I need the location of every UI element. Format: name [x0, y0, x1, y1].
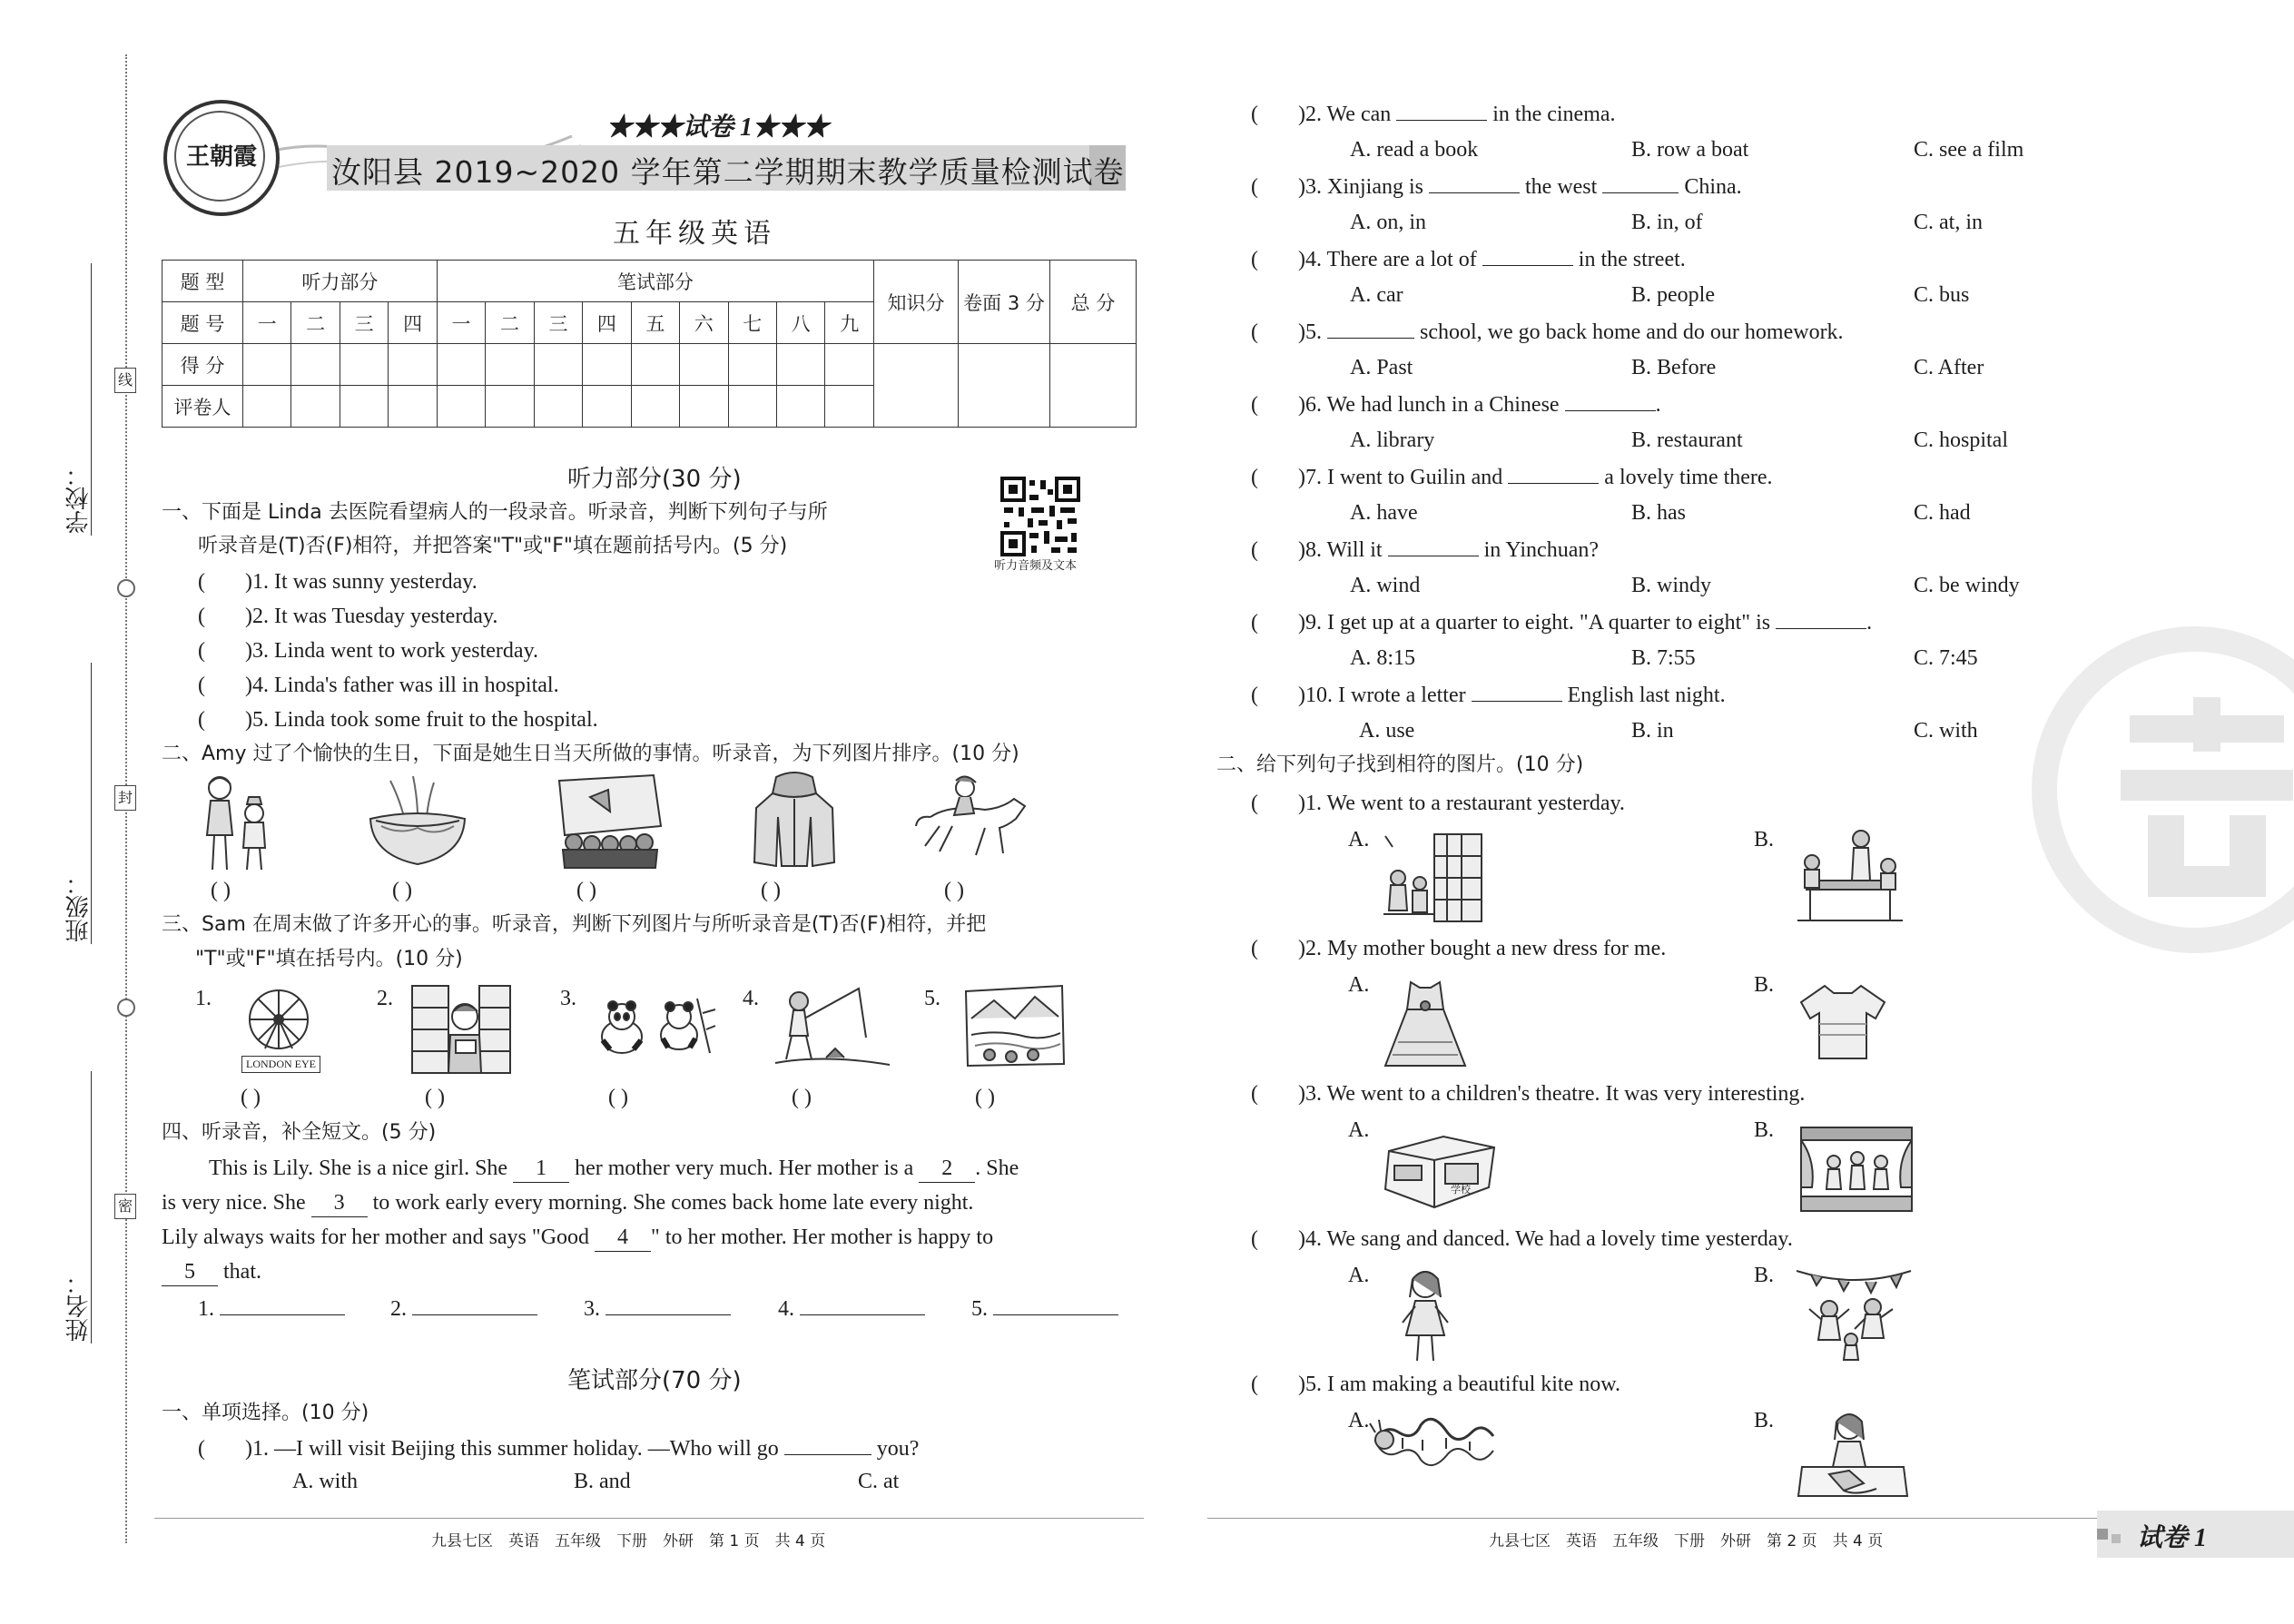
exam-title: 汝阳县 2019~2020 学年第二学期期末教学质量检测试卷 [331, 154, 1125, 190]
left-bottom-rule [154, 1518, 1144, 1519]
answer-blank[interactable] [993, 1294, 1118, 1315]
listening-part1-item: ( )3. Linda went to work yesterday. [198, 639, 539, 663]
writing-num: 六 [680, 302, 728, 344]
fishing-picture [772, 985, 894, 1071]
listening-part3-instruction-line2: "T"或"F"填在括号内。(10 分) [195, 948, 463, 970]
option: B. Before [1631, 356, 1717, 379]
option: A. on, in [1350, 211, 1426, 234]
qr-code[interactable] [1000, 477, 1080, 556]
listening-heading: 听力部分(30 分) [567, 466, 742, 493]
library-picture[interactable] [1380, 831, 1489, 926]
question-blank[interactable] [1508, 463, 1599, 484]
listening-section-header: 听力部分 [243, 261, 438, 302]
answer-bracket[interactable]: ( ) [241, 1086, 261, 1109]
cloze-line-4: 5 that. [162, 1258, 261, 1286]
option: B. has [1631, 501, 1686, 525]
option: C. hospital [1914, 428, 2009, 452]
listening-part1-item: ( )2. It was Tuesday yesterday. [198, 605, 498, 628]
grader-cell[interactable] [243, 386, 291, 428]
question-blank[interactable] [1429, 172, 1520, 193]
answer-bracket[interactable]: ( [1251, 175, 1258, 199]
option: A. wind [1350, 574, 1421, 597]
writing-num: 二 [486, 302, 534, 344]
option: A. Past [1350, 356, 1413, 379]
answer-bracket[interactable]: ( ) [576, 879, 596, 902]
option: C. be windy [1914, 574, 2020, 597]
listening-num: 一 [243, 302, 291, 344]
grader-cell[interactable] [340, 386, 388, 428]
grader-cell[interactable] [389, 386, 437, 428]
listening-part4-instruction: 四、听录音，补全短文。(5 分) [162, 1121, 437, 1144]
dragon-kite-picture[interactable] [1366, 1405, 1498, 1478]
match-item-4: ( )4. We sang and danced. We had a lovely time yesterday. [1251, 1227, 1793, 1251]
writing-part2-instruction: 二、给下列句子找到相符的图片。(10 分) [1216, 753, 1584, 776]
answer-bracket[interactable]: ( [1251, 611, 1258, 635]
option: C. at [858, 1470, 900, 1493]
total-score-cell[interactable] [1050, 344, 1137, 428]
writing-num: 九 [825, 302, 874, 344]
question-blank[interactable] [1602, 172, 1679, 193]
mc-question-7: ( )7. I went to Guilin and a lovely time there. [1251, 463, 1773, 491]
restaurant-picture[interactable] [1788, 826, 1911, 926]
option: B. in, of [1631, 211, 1703, 234]
answer-bracket[interactable]: ( ) [944, 879, 964, 902]
family-picture [191, 772, 286, 876]
question-blank[interactable] [1472, 681, 1562, 702]
writing-part1-instruction: 一、单项选择。(10 分) [162, 1402, 369, 1424]
listening-part3-instruction-line1: 三、Sam 在周末做了许多开心的事。听录音，判断下列图片与所听录音是(T)否(F)相符，并把 [162, 913, 987, 936]
lake-picture [962, 982, 1067, 1068]
cloze-blank[interactable]: 3 [311, 1189, 368, 1217]
option: C. bus [1914, 283, 1970, 307]
answer-bracket[interactable]: ( [198, 708, 205, 732]
option: B. in [1631, 719, 1674, 743]
option: C. 7:45 [1914, 646, 1978, 670]
score-cell[interactable] [534, 344, 582, 386]
london-eye-picture [229, 985, 329, 1076]
answer-bracket[interactable]: ( [1251, 248, 1258, 271]
punch-hole-icon [117, 999, 135, 1017]
noodles-picture [363, 772, 472, 871]
listening-part1-item: ( )5. Linda took some fruit to the hospital. [198, 708, 598, 732]
subject-title: 五年级英语 [613, 218, 776, 250]
writing-num: 七 [728, 302, 776, 344]
writing-num: 八 [776, 302, 824, 344]
answer-line-4: 4. [778, 1294, 925, 1323]
picture-number: 3. [560, 987, 576, 1010]
question-blank[interactable] [1327, 318, 1414, 339]
option: B. 7:55 [1631, 646, 1696, 670]
listening-num: 二 [291, 302, 340, 344]
cloze-line-1: This is Lily. She is a nice girl. She 1 her mother very much. Her mother is a 2 . She [209, 1155, 1019, 1183]
option-label: A. [1348, 828, 1370, 851]
mc-question-4: ( )4. There are a lot of in the street. [1251, 245, 1686, 273]
grader-cell[interactable] [825, 386, 874, 428]
mc-question-8: ( )8. Will it in Yinchuan? [1251, 536, 1599, 564]
answer-bracket[interactable]: ( ) [975, 1086, 995, 1109]
question-blank[interactable] [1776, 608, 1866, 629]
picture-number: 1. [195, 987, 212, 1010]
grader-cell[interactable] [583, 386, 631, 428]
picture-number: 2. [377, 987, 393, 1010]
name-label: 姓名： [65, 1271, 93, 1342]
london-eye-text: LONDON EYE [241, 1056, 320, 1073]
party-picture[interactable] [1793, 1264, 1915, 1363]
grader-cell[interactable] [437, 386, 485, 428]
answer-bracket[interactable]: ( ) [608, 1086, 628, 1109]
seal-watermark-icon [2032, 626, 2294, 953]
score-cell[interactable] [583, 344, 631, 386]
answer-bracket[interactable]: ( ) [425, 1086, 445, 1109]
option-label: A. [1348, 973, 1370, 997]
option-label: B. [1754, 1264, 1775, 1287]
picture-number: 4. [743, 987, 759, 1010]
answer-bracket[interactable]: ( ) [792, 1086, 812, 1109]
answer-bracket[interactable]: ( ) [211, 879, 231, 902]
row-label-number: 题 号 [162, 302, 243, 344]
answer-bracket[interactable]: ( [1251, 393, 1258, 417]
answer-bracket[interactable]: ( [1251, 684, 1258, 707]
paper-tab-label: 试卷 1 [2137, 1524, 2208, 1552]
answer-bracket[interactable]: ( [1251, 937, 1258, 960]
option: A. 8:15 [1350, 646, 1415, 670]
listening-part1-instruction-line2: 听录音是(T)否(F)相符，并把答案"T"或"F"填在题前括号内。(5 分) [198, 535, 788, 557]
answer-line-2: 2. [390, 1294, 537, 1323]
mc-question-9: ( )9. I get up at a quarter to eight. "A quarter to eight" is . [1251, 608, 1872, 636]
option: B. row a boat [1631, 138, 1749, 162]
coat-picture [749, 772, 840, 871]
answer-bracket[interactable]: ( [1251, 538, 1258, 562]
writing-num: 三 [534, 302, 582, 344]
answer-bracket[interactable]: ( [1251, 1373, 1258, 1396]
question-blank[interactable] [1396, 100, 1487, 121]
mc-question-6: ( )6. We had lunch in a Chinese . [1251, 390, 1661, 418]
score-cell[interactable] [486, 344, 534, 386]
mc-question-3: ( )3. Xinjiang is the west China. [1251, 172, 1742, 201]
dress-picture[interactable] [1380, 979, 1471, 1069]
theatre-picture[interactable] [1797, 1124, 1915, 1215]
paper-number: ★★★试卷 1★★★ [606, 113, 830, 142]
option-label: A. [1348, 1409, 1370, 1432]
match-item-5: ( )5. I am making a beautiful kite now. [1251, 1373, 1621, 1396]
class-label: 班级： [65, 871, 93, 942]
answer-bracket[interactable]: ( [1251, 792, 1258, 815]
option: B. and [574, 1470, 631, 1493]
school-sign: 学校 [1451, 1184, 1471, 1196]
grader-cell[interactable] [776, 386, 824, 428]
answer-bracket[interactable]: ( ) [392, 879, 412, 902]
answer-bracket[interactable]: ( ) [761, 879, 781, 902]
brand-logo [163, 100, 280, 216]
answer-bracket[interactable]: ( [1251, 1227, 1258, 1251]
mc-question-5: ( )5. school, we go back home and do our homework. [1251, 318, 1844, 346]
option: A. with [292, 1470, 358, 1493]
footer-left: 九县七区 英语 五年级 下册 外研 第 1 页 共 4 页 [431, 1532, 826, 1550]
option: A. read a book [1350, 138, 1479, 162]
option-label: B. [1754, 1409, 1775, 1432]
grader-cell[interactable] [728, 386, 776, 428]
option: B. restaurant [1631, 428, 1743, 452]
pandas-picture [590, 989, 717, 1062]
listening-part2-instruction: 二、Amy 过了个愉快的生日，下面是她生日当天所做的事情。听录音，为下列图片排序。(10 分) [162, 743, 1019, 765]
answer-bracket[interactable]: ( [1251, 103, 1258, 126]
answer-blank[interactable] [605, 1294, 731, 1315]
score-cell[interactable] [243, 344, 291, 386]
score-cell[interactable] [776, 344, 824, 386]
answer-bracket[interactable]: ( [1251, 320, 1258, 344]
option-label: B. [1754, 973, 1775, 997]
grader-cell[interactable] [631, 386, 679, 428]
answer-bracket[interactable]: ( [198, 639, 205, 663]
listening-num: 三 [340, 302, 388, 344]
answer-bracket[interactable]: ( [198, 605, 205, 628]
score-cell[interactable] [291, 344, 340, 386]
option: A. use [1359, 719, 1415, 743]
school-picture[interactable] [1380, 1124, 1498, 1215]
neatness-score-cell[interactable] [959, 344, 1050, 428]
seal-mark-mi: 密 [114, 1194, 136, 1219]
answer-blank[interactable] [412, 1294, 537, 1315]
seal-mark-feng: 封 [114, 785, 136, 811]
writing-num: 四 [583, 302, 631, 344]
mc-question-10: ( )10. I wrote a letter English last night. [1251, 681, 1726, 709]
match-item-3: ( )3. We went to a children's theatre. It was very interesting. [1251, 1082, 1806, 1106]
option: A. car [1350, 283, 1403, 307]
girl-picture[interactable] [1393, 1266, 1457, 1366]
match-item-1: ( )1. We went to a restaurant yesterday. [1251, 792, 1625, 815]
question-blank[interactable] [784, 1434, 871, 1455]
match-item-2: ( )2. My mother bought a new dress for me. [1251, 937, 1667, 960]
question-blank[interactable] [1565, 390, 1656, 411]
option: C. After [1914, 356, 1984, 379]
listening-part1-item: ( )1. It was sunny yesterday. [198, 570, 478, 594]
writing-num: 一 [437, 302, 485, 344]
grader-cell[interactable] [486, 386, 534, 428]
total-score-header: 总 分 [1050, 261, 1137, 344]
option-label: A. [1348, 1118, 1370, 1142]
answer-blank[interactable] [800, 1294, 925, 1315]
picture-number: 5. [924, 987, 940, 1010]
footer-right: 九县七区 英语 五年级 下册 外研 第 2 页 共 4 页 [1489, 1532, 1884, 1550]
answer-blank[interactable] [220, 1294, 345, 1315]
reading-picture [409, 980, 513, 1076]
knowledge-score-cell[interactable] [874, 344, 959, 428]
listening-part1-item: ( )4. Linda's father was ill in hospital. [198, 674, 559, 697]
cloze-blank[interactable]: 1 [513, 1155, 569, 1183]
cloze-blank[interactable]: 2 [919, 1155, 975, 1183]
question-blank[interactable] [1482, 245, 1573, 266]
making-kite-picture[interactable] [1793, 1407, 1911, 1507]
option: A. have [1350, 501, 1418, 525]
score-cell[interactable] [728, 344, 776, 386]
score-cell[interactable] [389, 344, 437, 386]
grader-cell[interactable] [291, 386, 340, 428]
cloze-blank[interactable]: 4 [595, 1224, 651, 1252]
punch-hole-icon [117, 579, 135, 597]
row-label-type: 题 型 [162, 261, 243, 302]
score-cell[interactable] [340, 344, 388, 386]
answer-bracket[interactable]: ( [198, 1437, 205, 1461]
answer-bracket[interactable]: ( [198, 570, 205, 594]
option: B. people [1631, 283, 1715, 307]
option: A. library [1350, 428, 1435, 452]
score-cell[interactable] [437, 344, 485, 386]
cloze-line-3: Lily always waits for her mother and says "Good 4 " to her mother. Her mother is happy to [162, 1224, 993, 1252]
seal-mark-xian: 线 [114, 368, 136, 393]
answer-line-1: 1. [198, 1294, 345, 1323]
cloze-blank[interactable]: 5 [162, 1258, 218, 1286]
option: C. at, in [1914, 211, 1983, 234]
writing-heading: 笔试部分(70 分) [567, 1367, 742, 1394]
school-label: 学校： [65, 463, 93, 534]
listening-part1-instruction-line1: 一、下面是 Linda 去医院看望病人的一段录音。听录音，判断下列句子与所 [162, 501, 828, 524]
grader-cell[interactable] [534, 386, 582, 428]
score-cell[interactable] [825, 344, 874, 386]
option: C. see a film [1914, 138, 2024, 162]
paper-tab [2097, 1511, 2294, 1558]
option: C. had [1914, 501, 1971, 525]
shirt-picture[interactable] [1797, 980, 1888, 1062]
neatness-score-header: 卷面 3 分 [959, 261, 1050, 344]
answer-bracket[interactable]: ( [198, 674, 205, 697]
row-label-score: 得 分 [162, 344, 243, 386]
knowledge-score-header: 知识分 [874, 261, 959, 344]
option-label: B. [1754, 828, 1775, 851]
cloze-line-2: is very nice. She 3 to work early every morning. She comes back home late every night. [162, 1189, 973, 1217]
writing-num: 五 [631, 302, 679, 344]
qr-caption: 听力音频及文本 [994, 559, 1078, 573]
question-blank[interactable] [1388, 536, 1479, 556]
option: C. with [1914, 719, 1978, 743]
score-cell[interactable] [631, 344, 679, 386]
writing-section-header: 笔试部分 [437, 261, 873, 302]
score-table [162, 260, 1137, 428]
horse-riding-picture [912, 772, 1039, 867]
option-label: B. [1754, 1118, 1775, 1142]
mc-question-1: ( )1. —I will visit Beijing this summer holiday. —Who will go you? [198, 1434, 919, 1462]
option: B. windy [1631, 574, 1712, 597]
answer-bracket[interactable]: ( [1251, 466, 1258, 489]
mc-question-2: ( )2. We can in the cinema. [1251, 100, 1616, 128]
option-label: A. [1348, 1264, 1370, 1287]
answer-bracket[interactable]: ( [1251, 1082, 1258, 1106]
film-picture [554, 772, 667, 871]
binding-margin [54, 54, 136, 1543]
score-cell[interactable] [680, 344, 728, 386]
right-bottom-rule [1207, 1518, 2115, 1519]
listening-num: 四 [389, 302, 437, 344]
row-label-grader: 评卷人 [162, 386, 243, 428]
logo-text: 王朝霞 [185, 143, 257, 171]
grader-cell[interactable] [680, 386, 728, 428]
answer-line-3: 3. [584, 1294, 731, 1323]
answer-line-5: 5. [971, 1294, 1118, 1323]
